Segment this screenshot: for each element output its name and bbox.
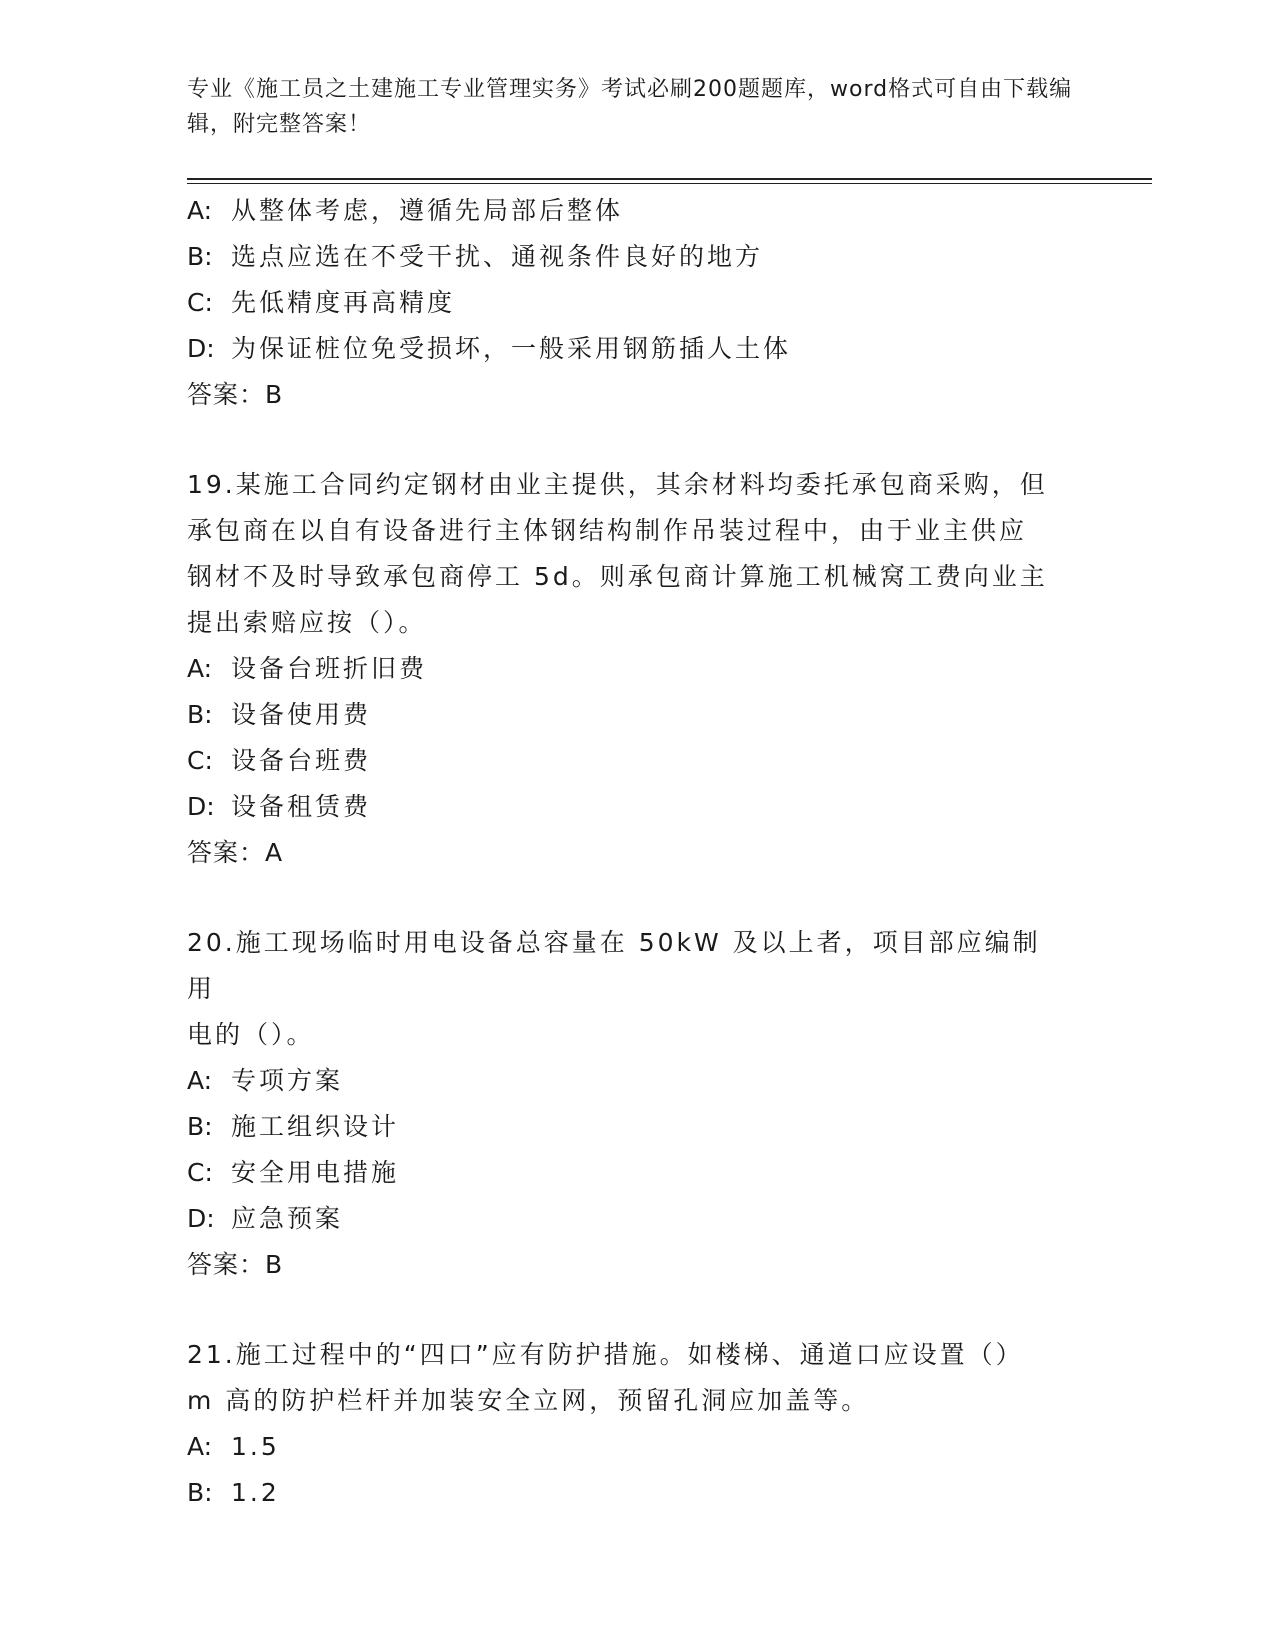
answer-19: 答案：A <box>187 838 284 867</box>
option-d: D: 应急预案 <box>187 1204 344 1233</box>
question-18-options <box>187 188 1067 418</box>
spacer <box>187 876 1067 920</box>
question-19-line-4: 提出索赔应按（）。 <box>187 608 427 637</box>
question-19-line-3: 钢材不及时导致承包商停工 5d。则承包商计算施工机械窝工费向业主 <box>187 562 1048 591</box>
spacer <box>187 1288 1067 1332</box>
option-a: A: 设备台班折旧费 <box>187 654 428 683</box>
question-20 <box>187 920 1067 1288</box>
spacer <box>187 418 1067 462</box>
option-c: C: 安全用电措施 <box>187 1158 400 1187</box>
question-21 <box>187 1332 1067 1516</box>
question-19-line-2: 承包商在以自有设备进行主体钢结构制作吊装过程中，由于业主供应 <box>187 516 1028 545</box>
option-b: B: 选点应选在不受干扰、通视条件良好的地方 <box>187 242 764 271</box>
option-c: C: 先低精度再高精度 <box>187 288 456 317</box>
question-20-line-1: 20.施工现场临时用电设备总容量在 50kW 及以上者，项目部应编制用 <box>187 928 1041 1003</box>
option-c: C: 设备台班费 <box>187 746 372 775</box>
option-a: A: 1.5 <box>187 1432 280 1461</box>
question-19-line-1: 19.某施工合同约定钢材由业主提供，其余材料均委托承包商采购，但 <box>187 470 1048 499</box>
question-19 <box>187 462 1067 876</box>
question-21-line-2: m 高的防护栏杆并加装安全立网，预留孔洞应加盖等。 <box>187 1386 870 1415</box>
document-header: 专业《施工员之土建施工专业管理实务》考试必刷200题题库，word格式可自由下载编辑，附完整答案！ <box>187 77 1073 137</box>
option-d: D: 设备租赁费 <box>187 792 372 821</box>
header-divider-thick <box>187 178 1152 180</box>
answer-20: 答案：B <box>187 1250 284 1279</box>
answer-18: 答案：B <box>187 380 284 409</box>
option-b: B: 施工组织设计 <box>187 1112 400 1141</box>
option-a: A: 从整体考虑，遵循先局部后整体 <box>187 196 624 225</box>
option-b: B: 设备使用费 <box>187 700 372 729</box>
question-content <box>187 188 1067 1516</box>
option-a: A: 专项方案 <box>187 1066 344 1095</box>
option-b: B: 1.2 <box>187 1478 280 1507</box>
question-20-line-2: 电的（）。 <box>187 1020 315 1049</box>
question-21-line-1: 21.施工过程中的“四口”应有防护措施。如楼梯、通道口应设置（） <box>187 1340 1024 1369</box>
option-d: D: 为保证桩位免受损坏，一般采用钢筋插人土体 <box>187 334 792 363</box>
header-divider-thin <box>187 183 1152 184</box>
